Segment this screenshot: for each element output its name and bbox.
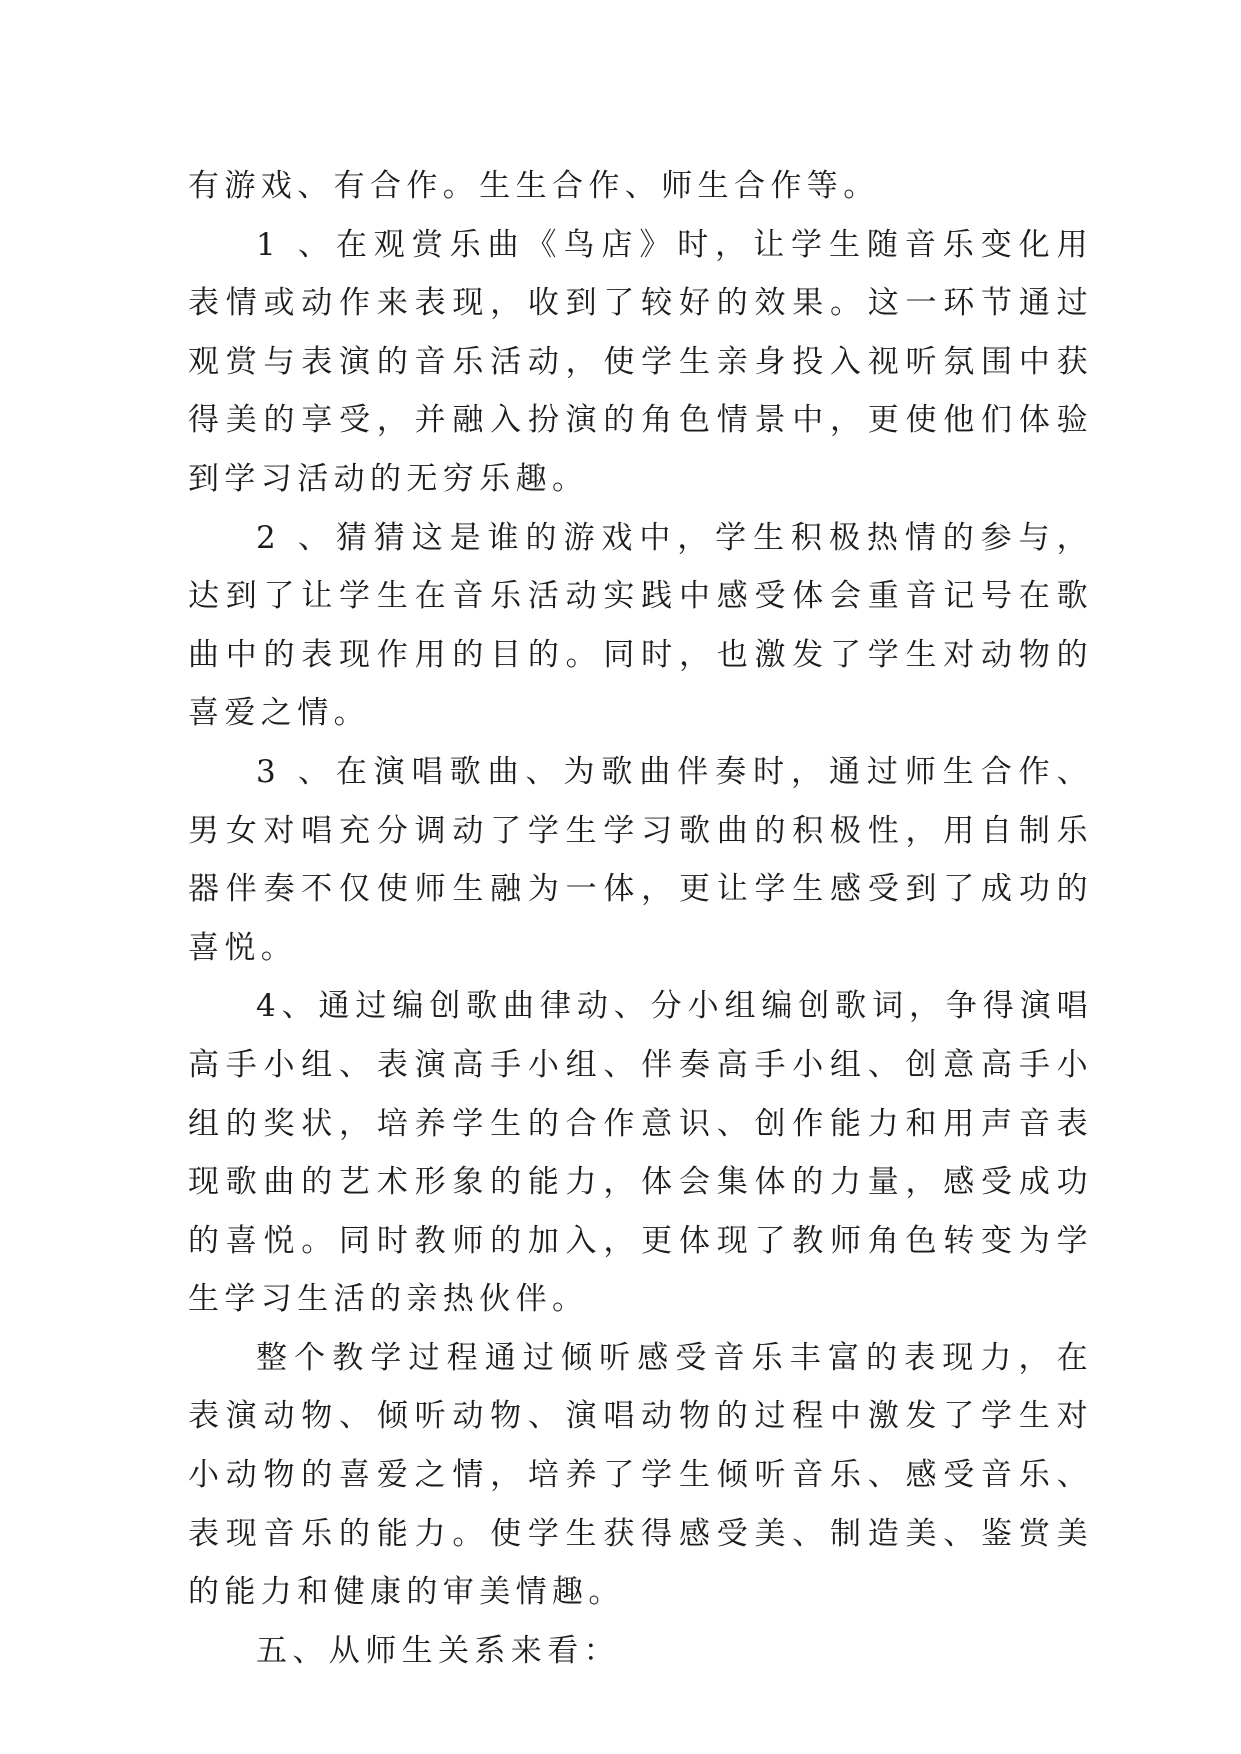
paragraph-item-1: 1 、在观赏乐曲《鸟店》时，让学生随音乐变化用表情或动作来表现，收到了较好的效果。这一环节通过观赏与表演的音乐活动，使学生亲身投入视听氛围中获得美的享受，并融入扮演的角色情景中，更使他们体验到学习活动的无穷乐趣。: [188, 226, 1093, 497]
paragraph-continuation: 有游戏、有合作。生生合作、师生合作等。: [188, 168, 880, 204]
paragraph-item-2: 2 、猜猜这是谁的游戏中，学生积极热情的参与，达到了让学生在音乐活动实践中感受体会重音记号在歌曲中的表现作用的目的。同时，也激发了学生对动物的喜爱之情。: [188, 519, 1093, 732]
paragraph-item-4: 4、通过编创歌曲律动、分小组编创歌词，争得演唱高手小组、表演高手小组、伴奏高手小组、创意高手小组的奖状，培养学生的合作意识、创作能力和用声音表现歌曲的艺术形象的能力，体会集体的力量，感受成功的喜悦。同时教师的加入，更体现了教师角色转变为学生学习生活的亲热伙伴。: [188, 988, 1093, 1318]
paragraph-item-3: 3 、在演唱歌曲、为歌曲伴奏时，通过师生合作、男女对唱充分调动了学生学习歌曲的积极性，用自制乐器伴奏不仅使师生融为一体，更让学生感受到了成功的喜悦。: [188, 753, 1093, 966]
document-body: [188, 157, 1093, 1680]
section-heading-five: 五、从师生关系来看：: [256, 1632, 620, 1669]
paragraph-summary: 整个教学过程通过倾听感受音乐丰富的表现力，在表演动物、倾听动物、演唱动物的过程中激发了学生对小动物的喜爱之情，培养了学生倾听音乐、感受音乐、表现音乐的能力。使学生获得感受美、制造美、鉴赏美的能力和健康的审美情趣。: [188, 1339, 1093, 1611]
